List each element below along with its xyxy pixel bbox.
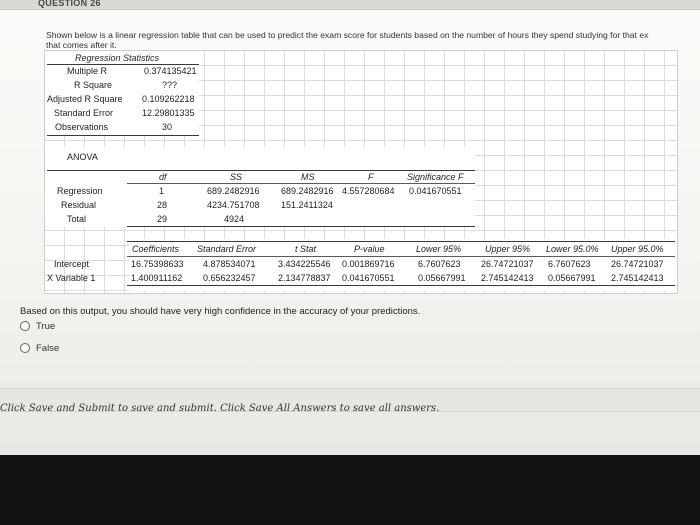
anova-header-sig: Significance F <box>407 172 464 182</box>
anova-header-ms: MS <box>301 172 315 182</box>
coef-value: 0.001869716 <box>342 259 395 269</box>
coef-header: Upper 95.0% <box>611 244 664 254</box>
anova-header-f: F <box>368 172 374 182</box>
coef-value: 4.878534071 <box>203 259 256 269</box>
coef-header: Upper 95% <box>485 244 531 254</box>
stat-label: Adjusted R Square <box>47 94 123 104</box>
anova-df: 1 <box>159 186 165 196</box>
coef-header: Coefficients <box>132 244 180 254</box>
coef-value: 2.745142413 <box>611 273 664 283</box>
coef-value: 1.400911162 <box>131 273 183 283</box>
coef-header: Lower 95.0% <box>546 244 599 254</box>
anova-ss: 689.2482916 <box>207 186 260 196</box>
coef-header: Standard Error <box>197 244 257 254</box>
coef-value: 2.134778837 <box>278 273 331 283</box>
option-true-label: True <box>36 321 56 332</box>
anova-ms: 151.2411324 <box>281 200 333 210</box>
footer-instructions: Click Save and Submit to save and submit. Click Save All Answers to save all answers. <box>0 403 440 414</box>
coef-header: t Stat <box>295 244 317 254</box>
question-prompt <box>46 30 698 50</box>
regression-output-sheet <box>44 50 678 294</box>
prompt-line-2: that comes after it. <box>46 40 117 50</box>
coef-value: 26.74721037 <box>611 259 664 269</box>
coef-value: 16.75398633 <box>131 259 184 269</box>
stat-label: Observations <box>55 122 109 132</box>
coef-value: 0.656232457 <box>203 273 256 283</box>
radio-true[interactable] <box>20 321 30 331</box>
anova-title: ANOVA <box>67 152 98 162</box>
anova-row-label: Residual <box>61 200 97 210</box>
anova-ss: 4234.751708 <box>207 200 260 210</box>
question-statement: Based on this output, you should have very high confidence in the accuracy of your predictions. <box>20 306 421 317</box>
option-false-label: False <box>36 343 60 354</box>
stat-value: ??? <box>162 80 178 90</box>
screen-bezel <box>0 455 700 525</box>
coef-row-label: Intercept <box>54 259 90 269</box>
stat-value: 0.374135421 <box>144 66 197 76</box>
coef-header: Lower 95% <box>416 244 462 254</box>
prompt-line-1: Shown below is a linear regression table that can be used to predict the exam score for students based on the number of hours they spend studying for that ex <box>46 30 649 40</box>
radio-false[interactable] <box>20 343 30 353</box>
coef-header: P-value <box>354 244 385 254</box>
anova-sig: 0.041670551 <box>409 186 462 196</box>
stat-label: Multiple R <box>67 66 108 76</box>
coef-value: 6.7607623 <box>548 259 591 269</box>
anova-header-ss: SS <box>230 172 243 182</box>
anova-header-df: df <box>159 172 167 182</box>
coef-value: 0.041670551 <box>342 273 395 283</box>
stat-value: 12.29801335 <box>142 108 195 118</box>
coef-value: 26.74721037 <box>481 259 534 269</box>
anova-f: 4.557280684 <box>342 186 395 196</box>
anova-row-label: Regression <box>57 186 103 196</box>
question-header <box>0 0 700 10</box>
coef-value: 6.7607623 <box>418 259 461 269</box>
question-number: QUESTION 26 <box>38 0 101 8</box>
stat-value: 0.109262218 <box>142 94 195 104</box>
stat-value: 30 <box>162 122 173 132</box>
anova-df: 28 <box>157 200 168 210</box>
anova-row-label: Total <box>67 214 87 224</box>
anova-df: 29 <box>157 214 168 224</box>
coef-value: 0.05667991 <box>548 273 596 283</box>
coef-row-label: X Variable 1 <box>47 273 96 283</box>
anova-ms: 689.2482916 <box>281 186 334 196</box>
stat-label: R Square <box>74 80 113 90</box>
option-true[interactable] <box>20 321 55 332</box>
option-false[interactable] <box>20 343 59 354</box>
coef-value: 0.05667991 <box>418 273 466 283</box>
stat-label: Standard Error <box>54 108 114 118</box>
coef-value: 2.745142413 <box>481 273 534 283</box>
coef-value: 3.434225546 <box>278 259 331 269</box>
anova-ss: 4924 <box>224 214 245 224</box>
regression-stats-title: Regression Statistics <box>75 53 160 63</box>
